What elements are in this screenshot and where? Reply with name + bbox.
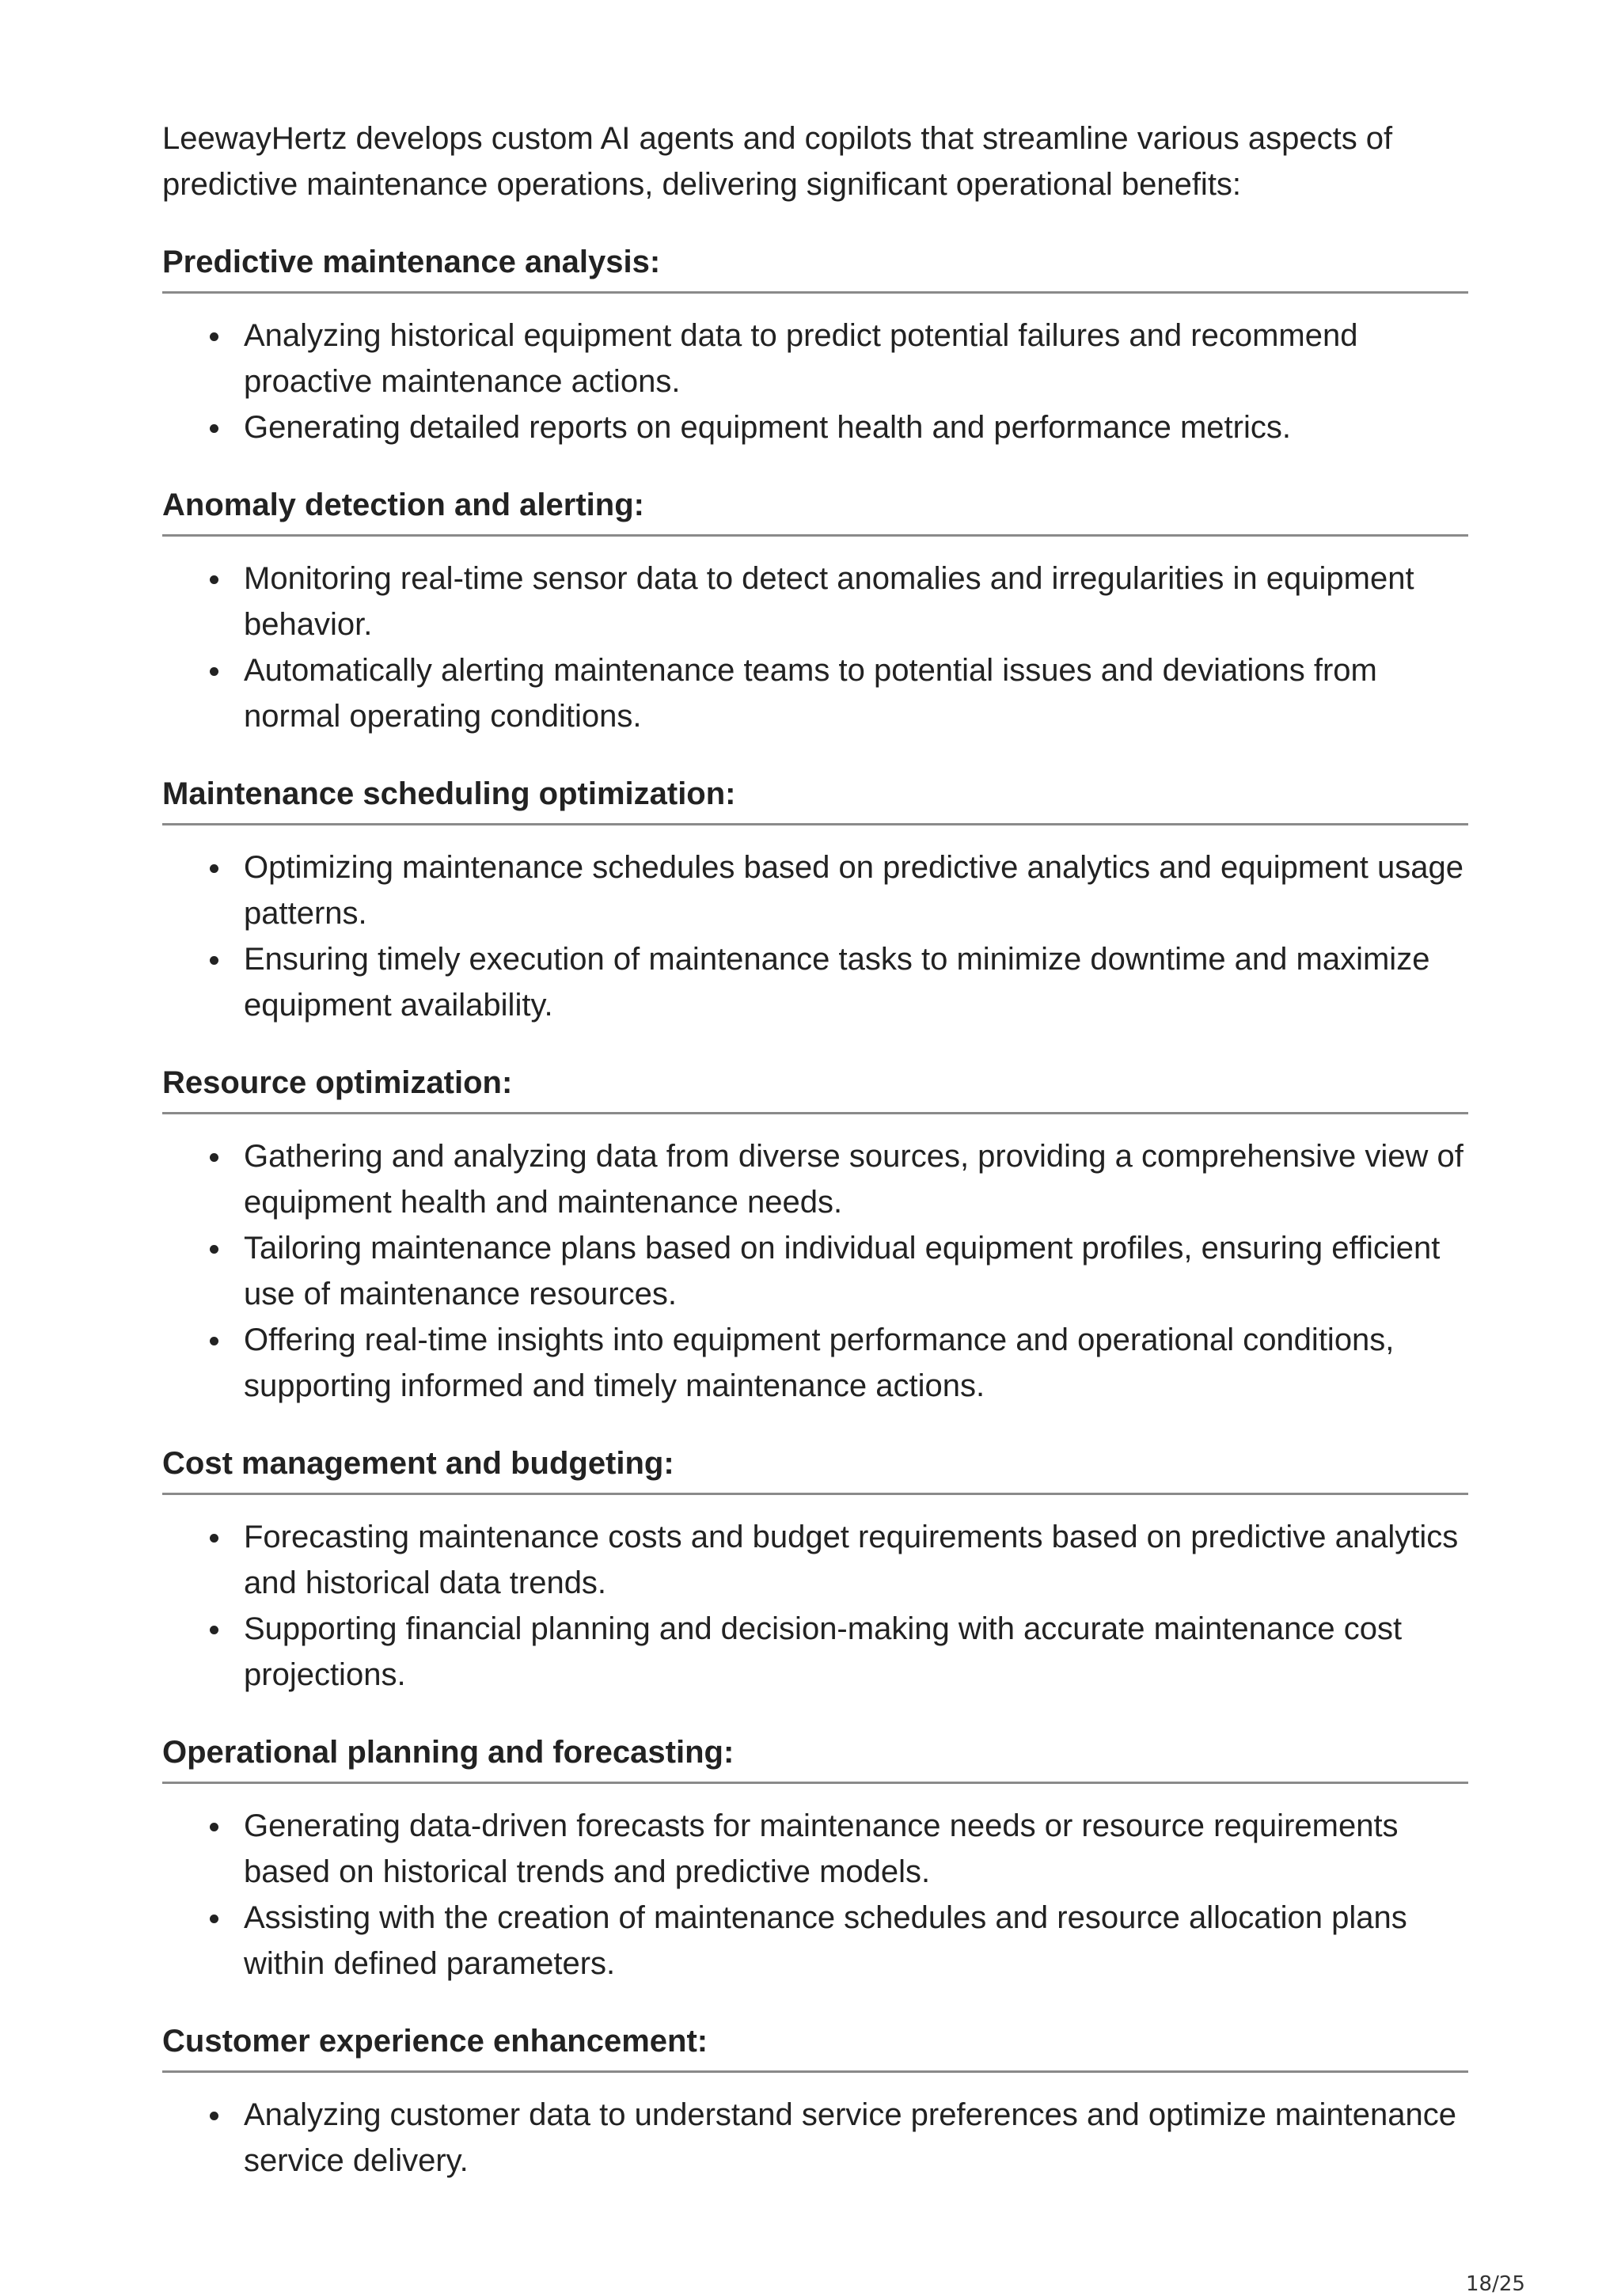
bullet-icon bbox=[210, 956, 218, 965]
bullet-list bbox=[162, 1133, 1468, 1409]
bullet-text: Generating detailed reports on equipment health and performance metrics. bbox=[244, 410, 1291, 445]
intro-paragraph: LeewayHertz develops custom AI agents and copilots that streamline various aspects of predictive maintenance operations, delivering significant operational benefits: bbox=[162, 121, 1393, 202]
section-heading: Operational planning and forecasting: bbox=[162, 1732, 1468, 1784]
bullet-item bbox=[162, 1606, 1468, 1698]
bullet-item bbox=[162, 1317, 1468, 1409]
bullet-list bbox=[162, 1803, 1468, 1987]
section bbox=[162, 242, 1468, 450]
bullet-text: Analyzing customer data to understand service preferences and optimize maintenance service delivery. bbox=[244, 2097, 1456, 2178]
section-heading: Resource optimization: bbox=[162, 1063, 1468, 1114]
section-heading: Maintenance scheduling optimization: bbox=[162, 774, 1468, 825]
bullet-list bbox=[162, 1514, 1468, 1698]
bullet-item bbox=[162, 844, 1468, 936]
bullet-icon bbox=[210, 864, 218, 873]
bullet-text: Ensuring timely execution of maintenance tasks to minimize downtime and maximize equipment availability. bbox=[244, 942, 1430, 1023]
bullet-icon bbox=[210, 667, 218, 676]
section-heading: Anomaly detection and alerting: bbox=[162, 485, 1468, 537]
bullet-text: Gathering and analyzing data from diverse sources, providing a comprehensive view of equipment health and maintenance needs. bbox=[244, 1139, 1463, 1220]
section bbox=[162, 1732, 1468, 1987]
bullet-item bbox=[162, 1895, 1468, 1987]
bullet-text: Analyzing historical equipment data to predict potential failures and recommend proactive maintenance actions. bbox=[244, 318, 1358, 399]
bullet-text: Monitoring real-time sensor data to detect anomalies and irregularities in equipment behavior. bbox=[244, 561, 1414, 642]
bullet-text: Forecasting maintenance costs and budget requirements based on predictive analytics and historical data trends. bbox=[244, 1520, 1459, 1600]
bullet-icon bbox=[210, 1915, 218, 1923]
bullet-icon bbox=[210, 1153, 218, 1162]
bullet-item bbox=[162, 1133, 1468, 1225]
section bbox=[162, 485, 1468, 739]
bullet-icon bbox=[210, 332, 218, 341]
section bbox=[162, 1444, 1468, 1698]
bullet-item bbox=[162, 1803, 1468, 1895]
bullet-icon bbox=[210, 424, 218, 433]
bullet-item bbox=[162, 404, 1468, 450]
bullet-item bbox=[162, 2092, 1468, 2184]
bullet-list bbox=[162, 2092, 1468, 2184]
bullet-text: Assisting with the creation of maintenance schedules and resource allocation plans within defined parameters. bbox=[244, 1900, 1407, 1981]
bullet-text: Offering real-time insights into equipment performance and operational conditions, supporting informed and timely maintenance actions. bbox=[244, 1323, 1395, 1403]
bullet-list bbox=[162, 313, 1468, 450]
bullet-text: Supporting financial planning and decision-making with accurate maintenance cost projections. bbox=[244, 1611, 1403, 1692]
bullet-icon bbox=[210, 1245, 218, 1254]
bullet-list bbox=[162, 844, 1468, 1028]
bullet-icon bbox=[210, 575, 218, 584]
bullet-item bbox=[162, 936, 1468, 1028]
bullet-icon bbox=[210, 2112, 218, 2120]
page-number: 18/25 bbox=[1466, 2272, 1525, 2296]
bullet-item bbox=[162, 1225, 1468, 1317]
bullet-text: Generating data-driven forecasts for maintenance needs or resource requirements based on historical trends and predictive models. bbox=[244, 1808, 1399, 1889]
section bbox=[162, 2021, 1468, 2184]
document-page bbox=[162, 116, 1468, 2218]
bullet-text: Optimizing maintenance schedules based on predictive analytics and equipment usage patterns. bbox=[244, 850, 1463, 931]
bullet-icon bbox=[210, 1337, 218, 1345]
bullet-item bbox=[162, 556, 1468, 647]
bullet-icon bbox=[210, 1823, 218, 1831]
bullet-list bbox=[162, 556, 1468, 739]
section-heading: Cost management and budgeting: bbox=[162, 1444, 1468, 1495]
bullet-item bbox=[162, 313, 1468, 404]
bullet-item bbox=[162, 647, 1468, 739]
bullet-icon bbox=[210, 1626, 218, 1634]
section bbox=[162, 774, 1468, 1028]
bullet-text: Automatically alerting maintenance teams to potential issues and deviations from normal operating conditions. bbox=[244, 653, 1377, 734]
section-heading: Customer experience enhancement: bbox=[162, 2021, 1468, 2073]
bullet-item bbox=[162, 1514, 1468, 1606]
section-heading: Predictive maintenance analysis: bbox=[162, 242, 1468, 294]
bullet-text: Tailoring maintenance plans based on individual equipment profiles, ensuring efficient use of maintenance resources. bbox=[244, 1231, 1441, 1311]
section bbox=[162, 1063, 1468, 1409]
bullet-icon bbox=[210, 1534, 218, 1543]
